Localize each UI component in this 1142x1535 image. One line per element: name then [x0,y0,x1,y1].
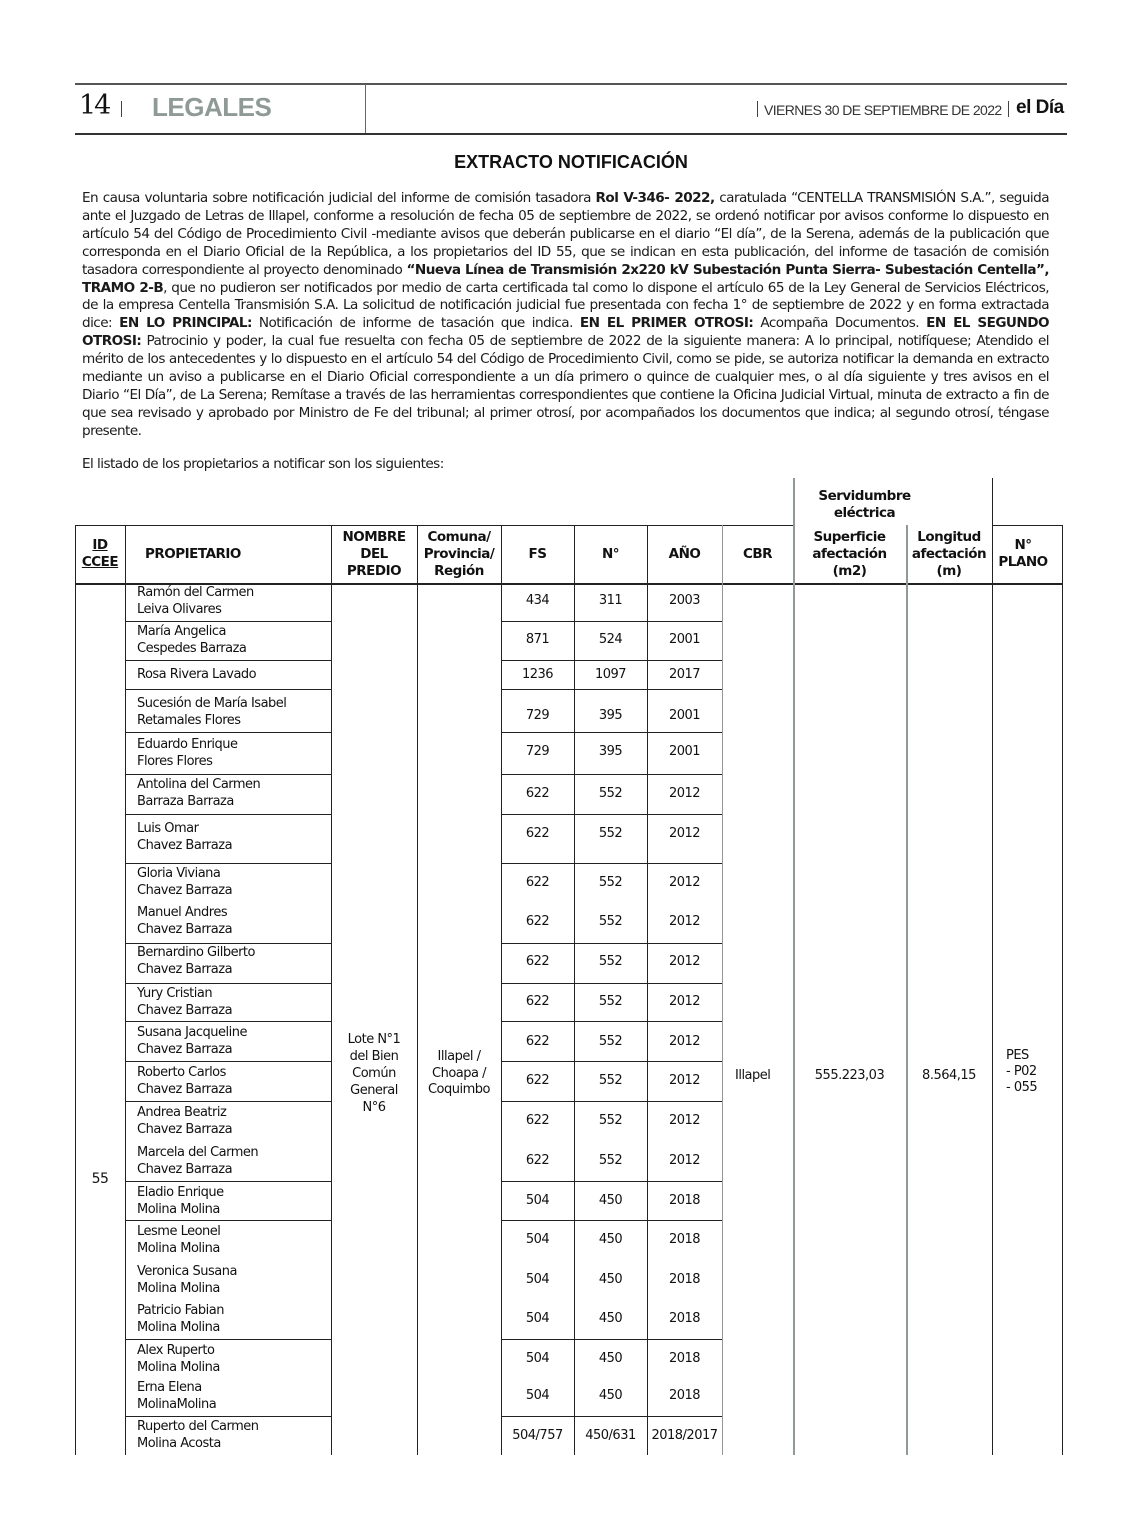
owner-name [137,696,327,729]
owner-name-line: Erna Elena [137,1380,202,1395]
owner-name-line: Chavez Barraza [137,921,233,937]
owner-name-line: Retamales Flores [137,712,241,728]
owner-name-line: Chavez Barraza [137,837,233,853]
body-text: Patrocinio y poder, la cual fue resuelta con fecha 05 de septiembre de 2022 de la siguiente manera: A lo principal, notifíquese; Atendido el mérito de los antecedentes y lo dispuesto en el artículo 54 del Código de Procedimiento Civil, como se pide, se autoriza notificar la demanda en extracto mediante un aviso a publicarse en el Diario Oficial correspondiente a un día primero o quince de cualquier mes, o al día siguiente y tres avisos en el Diario “El Día”, de La Serena; Remítase a través de las herramientas correspondientes que contiene la Oficina Judicial Virtual, minuta de extracto a fin de que sea revisado y aprobado por Ministro de Fe del tribunal; al primer otrosí, por acompañados los documentos que indica; al segundo otrosí, téngase presente. [82,333,1049,439]
table-rule [125,774,331,775]
divider [757,101,758,117]
project-name: “Nueva Línea de Transmisión 2x220 kV Subestación Punta Sierra- Subestación Centella”, TRAMO 2-B [82,261,1049,296]
table-rule [501,689,722,690]
owner-name-line: Cespedes Barraza [137,640,247,656]
section-label: EN EL SEGUNDO OTROSI: [82,315,1049,350]
n-value: 395 [598,708,623,723]
fs-value: 622 [525,786,550,801]
header-line: (m2) [832,562,867,579]
table-rule [501,774,722,775]
owner-name [137,1224,327,1257]
owner-name-line: Leiva Olivares [137,601,222,617]
owner-name [137,1264,327,1297]
list-intro: El listado de los propietarios a notificar son los siguientes: [82,456,444,472]
owner-name-line: Molina Molina [137,1359,220,1375]
notice-body [82,190,1049,441]
n-value: 450 [598,1272,623,1287]
body-text: Acompaña Documentos. [753,315,927,332]
notice-title: EXTRACTO NOTIFICACIÓN [454,152,688,172]
header-line: DEL [360,545,388,562]
anio-value: 2012 [668,786,701,801]
anio-value: 2012 [668,1153,701,1168]
n-value: 552 [598,786,623,801]
owner-name-line: Veronica Susana [137,1264,237,1279]
comuna-line: Choapa / [432,1065,486,1081]
header-fs: FS [528,545,547,562]
fs-value: 504 [525,1388,550,1403]
header-superficie [793,525,906,583]
anio-value: 2001 [668,744,701,759]
owner-name [137,1303,327,1336]
n-value: 450 [598,1193,623,1208]
header-id-line: ID [92,537,108,553]
header-line: PREDIO [346,562,402,579]
table-rule [501,1021,722,1022]
header-plano [992,525,1054,583]
table-rule [125,1416,331,1417]
header-longitud [906,525,992,583]
n-value: 552 [598,826,623,841]
header-line: PLANO [998,554,1048,570]
header-line: Comuna/ [427,528,491,545]
comuna-line: Illapel / [437,1049,481,1064]
table-rule [331,525,332,1455]
table-rule [125,983,331,984]
n-value: 552 [598,954,623,969]
body-text: En causa voluntaria sobre notificación judicial del informe de comisión tasadora [82,190,596,206]
owner-name-line: Molina Molina [137,1201,220,1217]
fs-value: 434 [525,593,550,608]
body-text: Notificación de informe de tasación que indica. [251,315,580,332]
owner-name [137,777,327,810]
table-rule [125,863,331,864]
table-rule [125,525,126,1455]
table-rule [501,1181,722,1182]
owner-name-line: Molina Acosta [137,1435,221,1451]
n-value: 552 [598,914,623,929]
fs-value: 1236 [521,667,554,682]
owner-name-line: Eladio Enrique [137,1185,224,1200]
anio-value: 2012 [668,875,701,890]
owner-name [137,866,327,899]
owner-name-line: Chavez Barraza [137,1002,233,1018]
table-rule [75,525,76,1455]
n-value: 1097 [594,667,627,682]
owner-name [137,1380,327,1413]
fs-value: 729 [525,744,550,759]
header-n: N° [601,545,620,562]
owner-name-line: Molina Molina [137,1240,220,1256]
table-rule [501,1416,722,1417]
table-rule [501,525,502,1455]
n-value: 450 [598,1351,623,1366]
header-line: eléctrica [833,505,896,521]
table-rule [417,525,418,1455]
anio-value: 2018 [668,1388,701,1403]
table-rule [125,1339,331,1340]
owner-name [137,737,327,770]
owner-name-line: Chavez Barraza [137,1081,233,1097]
fs-value: 729 [525,708,550,723]
owner-name-line: Andrea Beatriz [137,1105,227,1120]
header-line: (m) [936,562,962,579]
n-value: 450/631 [585,1428,636,1443]
id-ccee-value: 55 [91,1171,109,1187]
n-value: 552 [598,1113,623,1128]
anio-value: 2012 [668,994,701,1009]
table-rule [501,943,722,944]
section-label: EN EL PRIMER OTROSI: [579,315,754,332]
anio-value: 2018 [668,1351,701,1366]
table-rule [647,525,648,1455]
fs-value: 622 [525,1113,550,1128]
predio-line: N°6 [362,1100,386,1115]
header-line: afectación [812,545,887,562]
plano-value [1006,1048,1037,1096]
plano-line: PES [1006,1048,1029,1063]
owner-name-line: Molina Molina [137,1280,220,1296]
owner-name-line: Susana Jacqueline [137,1025,247,1040]
owner-name-line: Eduardo Enrique [137,737,238,752]
fs-value: 622 [525,826,550,841]
fs-value: 622 [525,1073,550,1088]
predio-line: General [350,1083,398,1098]
table-rule [501,1220,722,1221]
owner-name-line: MolinaMolina [137,1396,217,1412]
owner-name-line: Manuel Andres [137,905,228,920]
comuna-value [417,1049,501,1099]
owner-name-line: Chavez Barraza [137,882,233,898]
table-rule [125,660,331,661]
page-number: 14 [79,90,110,121]
owner-name [137,1419,327,1452]
table-rule [722,525,723,1455]
predio-line: Lote N°1 [347,1032,401,1047]
owner-name-line: Ramón del Carmen [137,585,254,600]
owner-name-line: Roberto Carlos [137,1065,226,1080]
fs-value: 504 [525,1311,550,1326]
table-rule [992,478,993,1455]
fs-value: 504 [525,1351,550,1366]
n-value: 552 [598,875,623,890]
body-text: , que no pudieron ser notificados por medio de carta certificada tal como lo dispone el artículo 65 de la Ley General de Servicios Eléctricos, de la empresa Centella Transmisión S.A. La solicitud de notificación judicial fue presentada con fecha 1° de septiembre de 2022 y en forma extractada dice: [82,279,1049,332]
owner-name-line: Sucesión de María Isabel [137,696,287,711]
header-cbr: CBR [742,545,773,562]
plano-line: - 055 [1006,1080,1038,1095]
fs-value: 622 [525,1153,550,1168]
table-rule [501,1101,722,1102]
case-number: Rol V-346- 2022, [595,190,715,206]
anio-value: 2003 [668,593,701,608]
n-value: 450 [598,1311,623,1326]
n-value: 524 [598,632,623,647]
fs-value: 622 [525,994,550,1009]
table-rule [501,1339,722,1340]
anio-value: 2012 [668,826,701,841]
owner-name-line: María Angelica [137,624,226,639]
fs-value: 504/757 [512,1428,563,1443]
owner-name [137,945,327,978]
owner-name-line: Chavez Barraza [137,961,233,977]
owner-name [137,986,327,1019]
owner-name-line: Yury Cristian [137,986,213,1001]
fs-value: 622 [525,875,550,890]
table-rule [501,621,722,622]
header-line: Longitud [917,528,981,545]
header-id-line: CCEE [81,554,119,570]
fs-value: 504 [525,1272,550,1287]
n-value: 450 [598,1232,623,1247]
comuna-line: Coquimbo [427,1082,490,1097]
header-line: afectación [911,545,987,562]
table-rule [125,814,331,815]
fs-value: 504 [525,1193,550,1208]
table-rule [125,1101,331,1102]
owner-name-line: Patricio Fabian [137,1303,224,1318]
cbr-value: Illapel [735,1068,771,1083]
owner-name-line: Chavez Barraza [137,1041,233,1057]
table-rule [75,583,1062,585]
owner-name [137,585,327,618]
header-servidumbre [793,485,936,525]
owner-name [137,1065,327,1098]
anio-value: 2012 [668,954,701,969]
fs-value: 871 [525,632,550,647]
table-rule [125,1061,331,1062]
owner-name [137,1105,327,1138]
owner-name-line: Flores Flores [137,753,213,769]
owner-name-line: Ruperto del Carmen [137,1419,259,1434]
table-rule [125,1220,331,1221]
anio-value: 2012 [668,1034,701,1049]
owner-name-line: Lesme Leonel [137,1224,221,1239]
owner-name [137,667,327,684]
owner-name-line: Antolina del Carmen [137,777,261,792]
table-rule [125,1181,331,1182]
table-rule [125,943,331,944]
fs-value: 622 [525,1034,550,1049]
owner-name [137,1185,327,1218]
anio-value: 2012 [668,1113,701,1128]
owner-name-line: Gloria Viviana [137,866,221,881]
anio-value: 2017 [668,667,701,682]
table-rule [125,689,331,690]
newspaper-logo: el Día [1016,97,1064,118]
anio-value: 2018/2017 [651,1428,718,1443]
owner-name-line: Chavez Barraza [137,1161,233,1177]
table-rule [501,983,722,984]
header-divider [365,84,366,134]
n-value: 552 [598,1073,623,1088]
owner-name [137,1145,327,1178]
owner-name-line: Luis Omar [137,821,199,836]
fs-value: 504 [525,1232,550,1247]
owner-name-line: Rosa Rivera Lavado [137,667,257,682]
predio-line: del Bien [349,1049,399,1064]
owner-name-line: Molina Molina [137,1319,220,1335]
divider [1008,101,1009,117]
superficie-value: 555.223,03 [814,1068,885,1083]
divider [121,101,122,117]
n-value: 552 [598,1153,623,1168]
anio-value: 2001 [668,708,701,723]
table-rule [501,660,722,661]
predio-line: Común [352,1066,396,1081]
table-rule [501,814,722,815]
header-line: Provincia/ [423,545,495,562]
plano-line: - P02 [1006,1064,1037,1079]
anio-value: 2018 [668,1232,701,1247]
header-line: Servidumbre [818,488,911,504]
n-value: 450 [598,1388,623,1403]
table-rule [574,525,575,1455]
owner-name-line: Alex Ruperto [137,1343,215,1358]
header-line: N° [1014,537,1032,553]
header-line: Región [434,562,484,579]
owner-name-line: Barraza Barraza [137,793,234,809]
n-value: 311 [598,593,623,608]
table-rule [501,732,722,733]
anio-value: 2012 [668,914,701,929]
owner-name [137,821,327,854]
owner-name [137,905,327,938]
anio-value: 2012 [668,1073,701,1088]
n-value: 552 [598,1034,623,1049]
table-rule [992,525,1062,526]
header-bottom-rule [75,133,1067,135]
fs-value: 622 [525,954,550,969]
table-rule [906,525,908,1455]
anio-value: 2001 [668,632,701,647]
owner-name [137,1343,327,1376]
table-rule [793,478,795,1455]
fs-value: 622 [525,914,550,929]
section-name: LEGALES [152,92,272,122]
predio-value [331,1031,417,1116]
anio-value: 2018 [668,1193,701,1208]
table-rule [125,1021,331,1022]
table-rule [125,732,331,733]
header-comuna [417,525,501,583]
longitud-value: 8.564,15 [922,1068,976,1083]
table-rule [501,863,722,864]
anio-value: 2018 [668,1272,701,1287]
owner-name-line: Marcela del Carmen [137,1145,259,1160]
header-top-rule [75,83,1067,85]
owner-name [137,624,327,657]
header-predio [331,525,417,583]
header-anio: AÑO [668,545,701,562]
n-value: 552 [598,994,623,1009]
header-line: Superficie [813,528,886,545]
header-id [75,525,125,583]
anio-value: 2018 [668,1311,701,1326]
header-propietario: PROPIETARIO [145,545,241,562]
owner-name-line: Chavez Barraza [137,1121,233,1137]
owner-name [137,1025,327,1058]
table-rule [501,1061,722,1062]
table-rule [125,621,331,622]
section-label: EN LO PRINCIPAL: [119,315,252,332]
body-text: caratulada “CENTELLA TRANSMISIÓN S.A.”, seguida ante el Juzgado de Letras de Illapel, conforme a resolución de fecha 05 de septiembre de 2022, se ordenó notificar por avisos conforme lo dispuesto en artículo 54 del Código de Procedimiento Civil -mediante avisos que deberán publicarse en el diario “El día”, de la Serena, además de la publicación que corresponda en el Diario Oficial de la República, a los propietarios del ID 55, que se indican en esta publicación, del informe de tasación de comisión tasadora correspondiente al proyecto denominado [82,190,1050,278]
publication-date: VIERNES 30 DE SEPTIEMBRE DE 2022 [764,102,1002,118]
owner-name-line: Bernardino Gilberto [137,945,255,960]
n-value: 395 [598,744,623,759]
table-rule [75,525,793,526]
header-line: NOMBRE [342,528,406,545]
table-rule [1062,525,1063,1455]
